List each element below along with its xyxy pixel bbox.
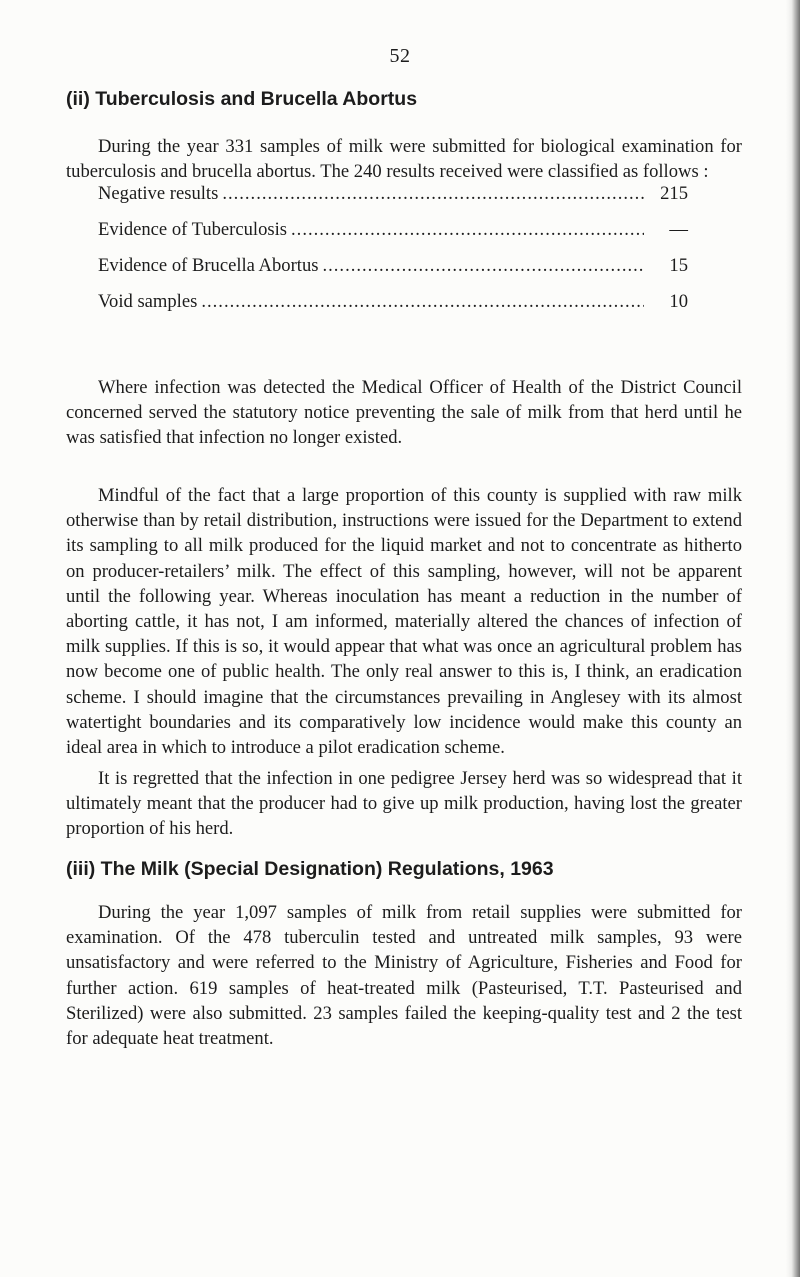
- section-heading-tuberculosis: (ii) Tuberculosis and Brucella Abortus: [66, 88, 418, 110]
- dot-leader: [201, 291, 644, 313]
- section-heading-regulations: (iii) The Milk (Special Designation) Regulations, 1963: [66, 858, 554, 880]
- result-row-brucella: [98, 255, 688, 291]
- page-number: 52: [389, 45, 411, 67]
- dot-leader: [291, 219, 644, 241]
- result-value: 15: [669, 255, 688, 276]
- result-label: Evidence of Tuberculosis: [98, 219, 288, 240]
- paragraph-regulations: During the year 1,097 samples of milk from retail supplies were submitted for examination. Of the 478 tuberculin tested and untreated milk samples, 93 were unsatisfactory and were referred to the Ministry of Agriculture, Fisheries and Food for further action. 619 samples of heat-treated milk (Pasteurised, T.T. Pasteurised and Sterilized) were also submitted. 23 samples failed the keeping-quality test and 2 the test for adequate heat treatment.: [66, 902, 742, 1050]
- paragraph-sampling-policy: Mindful of the fact that a large proportion of this county is supplied with raw milk otherwise than by retail distribution, instructions were issued for the Department to extend its sampling to all milk produced for the liquid market and not to concentrate as hitherto on producer-retailers’ milk. The effect of this sampling, however, will not be apparent until the following year. Whereas inoculation has meant a reduction in the number of aborting cattle, it has not, I am informed, materially altered the chances of infection of milk supplies. If this is so, it would appear that what was once an agricultural problem has now become one of public health. The only real answer to this is, I think, an eradication scheme. I should imagine that the circumstances prevailing in Anglesey with its almost watertight boundaries and its comparatively low incidence would make this county an ideal area in which to introduce a pilot eradication scheme.: [66, 485, 742, 759]
- result-label: Evidence of Brucella Abortus: [98, 255, 319, 276]
- result-row-tuberculosis: [98, 219, 688, 255]
- dot-leader: [322, 255, 644, 277]
- paragraph-infection-notice: Where infection was detected the Medical Officer of Health of the District Council concerned served the statutory notice preventing the sale of milk from that herd until he was satisfied that infection no longer existed.: [66, 377, 742, 449]
- result-label: Negative results: [98, 183, 219, 204]
- result-value: —: [669, 219, 688, 240]
- result-row-negative: [98, 183, 688, 219]
- results-list: [98, 183, 688, 327]
- result-value: 215: [660, 183, 688, 204]
- result-label: Void samples: [98, 291, 198, 312]
- page-edge-shadow: [786, 0, 800, 1277]
- paragraph-intro: During the year 331 samples of milk were submitted for biological examination for tuberculosis and brucella abortus. The 240 results received were classified as follows :: [66, 136, 742, 183]
- paragraph-jersey-herd: It is regretted that the infection in one pedigree Jersey herd was so widespread that it ultimately meant that the producer had to give up milk production, having lost the greater proportion of his herd.: [66, 768, 742, 840]
- dot-leader: [222, 183, 644, 205]
- result-value: 10: [669, 291, 688, 312]
- result-row-void: [98, 291, 688, 327]
